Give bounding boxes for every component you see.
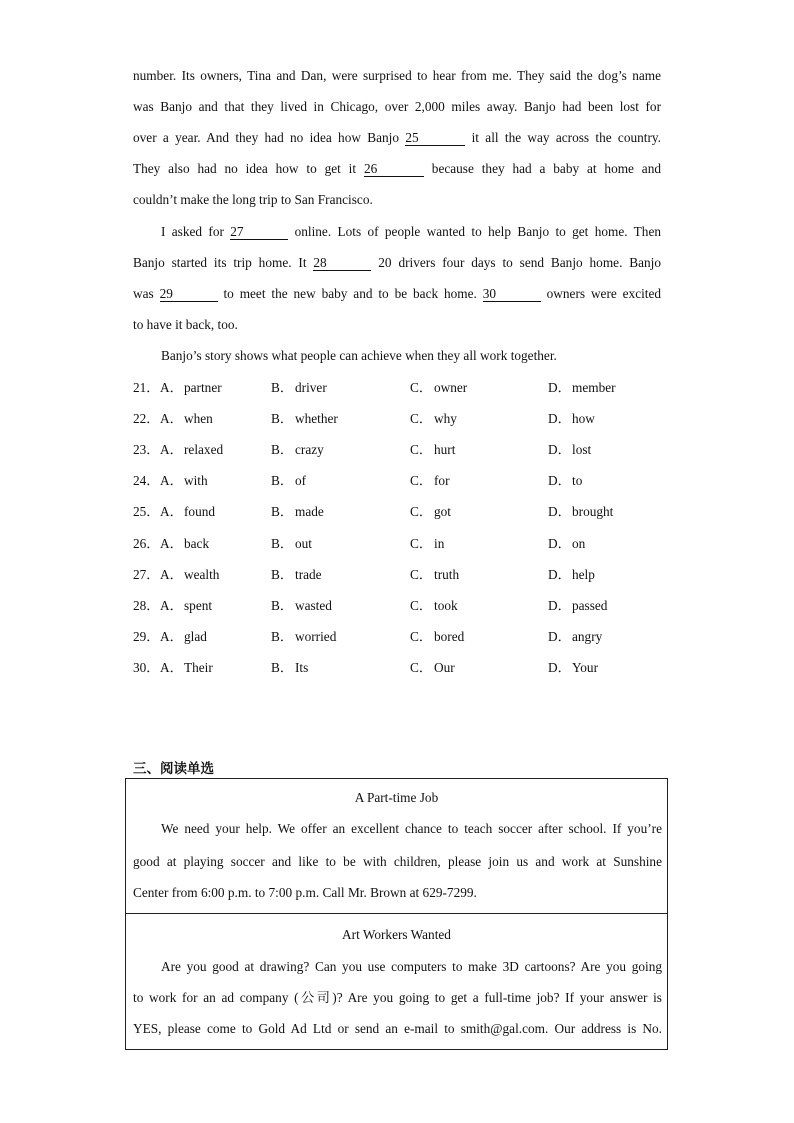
option-d[interactable]: [548, 596, 607, 616]
option-letter: C．: [410, 566, 433, 582]
section-title: 三、阅读单选: [133, 761, 214, 777]
question-number: 26．: [133, 535, 160, 551]
option-d[interactable]: [548, 409, 595, 429]
option-c[interactable]: [410, 440, 455, 460]
option-text: wealth: [184, 566, 220, 582]
passage-line: [133, 284, 661, 304]
option-text: with: [184, 473, 208, 489]
question-number: 28．: [133, 597, 160, 613]
option-letter: B．: [271, 442, 294, 458]
option-letter: D．: [548, 380, 571, 395]
passage-text: because they had a baby at home and: [431, 161, 662, 176]
question-number: 27．: [133, 566, 160, 582]
option-text: lost: [572, 442, 592, 458]
option-text: driver: [295, 380, 327, 395]
option-letter: C．: [410, 380, 433, 395]
ad-line: We need your help. We offer an excellent chance to teach soccer after school. If you’re: [161, 821, 662, 836]
option-a[interactable]: [160, 627, 207, 647]
option-a[interactable]: [160, 471, 208, 491]
option-c[interactable]: [410, 471, 450, 491]
option-letter: A．: [160, 473, 183, 489]
option-text: crazy: [295, 442, 324, 458]
option-b[interactable]: [271, 565, 322, 585]
option-text: truth: [434, 566, 460, 582]
option-text: to: [572, 473, 583, 489]
option-c[interactable]: [410, 378, 467, 398]
option-d[interactable]: [548, 502, 613, 522]
option-letter: D．: [548, 411, 571, 427]
option-text: Its: [295, 659, 309, 675]
option-b[interactable]: [271, 471, 306, 491]
option-letter: D．: [548, 473, 571, 489]
passage-text: was: [133, 286, 154, 301]
option-a[interactable]: [160, 658, 213, 678]
passage-line: [133, 159, 661, 179]
option-letter: D．: [548, 504, 571, 520]
option-c[interactable]: [410, 565, 459, 585]
option-text: bored: [434, 628, 465, 644]
option-a[interactable]: [160, 440, 223, 460]
passage-line: [161, 222, 661, 242]
question-row: [133, 471, 663, 491]
question-row: [133, 658, 663, 678]
question-row: [133, 440, 663, 460]
option-b[interactable]: [271, 596, 332, 616]
question-number: 29．: [133, 628, 160, 644]
option-letter: A．: [160, 659, 183, 675]
passage-text: it all the way across the country.: [471, 130, 662, 145]
blank-30: 30: [483, 286, 541, 302]
option-text: how: [572, 411, 595, 427]
option-letter: D．: [548, 442, 571, 458]
option-a[interactable]: [160, 596, 212, 616]
option-letter: A．: [160, 442, 183, 458]
passage-line: number. Its owners, Tina and Dan, were surprised to hear from me. They said the dog’s name: [133, 68, 661, 83]
blank-29: 29: [160, 286, 218, 302]
option-letter: C．: [410, 659, 433, 675]
question-number: 25．: [133, 504, 160, 520]
option-text: Our: [434, 659, 455, 675]
option-d[interactable]: [548, 378, 616, 398]
option-d[interactable]: [548, 471, 582, 491]
blank-28: 28: [313, 255, 371, 271]
option-letter: B．: [271, 566, 294, 582]
option-d[interactable]: [548, 627, 602, 647]
option-letter: C．: [410, 535, 433, 551]
blank-27: 27: [230, 224, 288, 240]
passage-text: online. Lots of people wanted to help Banjo to get home. Then: [294, 224, 662, 239]
option-letter: A．: [160, 535, 183, 551]
option-b[interactable]: [271, 627, 336, 647]
option-text: partner: [184, 380, 222, 395]
option-b[interactable]: [271, 440, 324, 460]
option-text: Your: [572, 659, 598, 675]
passage-text: 20 drivers four days to send Banjo home. Banjo: [378, 255, 662, 270]
option-letter: D．: [548, 535, 571, 551]
option-letter: D．: [548, 659, 571, 675]
option-text: whether: [295, 411, 338, 427]
option-letter: C．: [410, 504, 433, 520]
option-d[interactable]: [548, 534, 585, 554]
option-text: help: [572, 566, 595, 582]
option-text: out: [295, 535, 312, 551]
option-text: Their: [184, 659, 213, 675]
passage-text: I asked for: [161, 224, 224, 239]
option-text: passed: [572, 597, 608, 613]
passage-text: over a year. And they had no idea how Banjo: [133, 130, 400, 145]
option-letter: C．: [410, 411, 433, 427]
option-letter: B．: [271, 411, 294, 427]
ad-title: A Part-time Job: [354, 790, 439, 805]
option-letter: A．: [160, 504, 183, 520]
option-text: made: [295, 504, 324, 520]
blank-25: 25: [405, 130, 465, 146]
option-letter: C．: [410, 597, 433, 613]
option-text: relaxed: [184, 442, 224, 458]
question-row: [133, 627, 663, 647]
passage-text: They also had no idea how to get it: [133, 161, 357, 176]
question-row: [133, 534, 663, 554]
question-number: 30．: [133, 659, 160, 675]
passage-text: Banjo started its trip home. It: [133, 255, 307, 270]
option-text: wasted: [295, 597, 332, 613]
option-letter: B．: [271, 504, 294, 520]
blank-26: 26: [364, 161, 424, 177]
ad-title: Art Workers Wanted: [342, 927, 451, 942]
option-letter: D．: [548, 628, 571, 644]
option-text: back: [184, 535, 210, 551]
passage-line: to have it back, too.: [133, 317, 238, 332]
option-b[interactable]: [271, 378, 327, 398]
option-text: angry: [572, 628, 603, 644]
ad-art-workers: [125, 913, 668, 1050]
option-a[interactable]: [160, 502, 215, 522]
option-letter: B．: [271, 597, 294, 613]
option-c[interactable]: [410, 596, 458, 616]
ad-line: Are you good at drawing? Can you use computers to make 3D cartoons? Are you going: [161, 959, 662, 974]
option-c[interactable]: [410, 502, 451, 522]
question-number: 22．: [133, 411, 160, 427]
option-letter: A．: [160, 597, 183, 613]
option-b[interactable]: [271, 409, 338, 429]
passage-line: [133, 253, 661, 273]
question-number: 24．: [133, 473, 160, 489]
option-a[interactable]: [160, 378, 222, 398]
option-letter: B．: [271, 535, 294, 551]
option-d[interactable]: [548, 565, 595, 585]
passage-line: couldn’t make the long trip to San Francisco.: [133, 192, 373, 207]
option-text: when: [184, 411, 213, 427]
question-row: [133, 565, 663, 585]
question-number: 21．: [133, 380, 160, 395]
ad-line: good at playing soccer and like to be with children, please join us and work at Sunshine: [133, 854, 662, 869]
option-text: hurt: [434, 442, 456, 458]
passage-text: to meet the new baby and to be back home.: [223, 286, 477, 301]
option-d[interactable]: [548, 658, 598, 678]
option-letter: A．: [160, 628, 183, 644]
option-letter: A．: [160, 380, 183, 395]
option-c[interactable]: [410, 534, 444, 554]
option-b[interactable]: [271, 658, 308, 678]
option-letter: B．: [271, 380, 294, 395]
passage-text: owners were excited: [546, 286, 662, 301]
option-letter: D．: [548, 566, 571, 582]
passage-line: [133, 128, 661, 148]
option-text: spent: [184, 597, 213, 613]
option-text: on: [572, 535, 586, 551]
question-row: [133, 502, 663, 522]
option-letter: C．: [410, 442, 433, 458]
question-row: [133, 596, 663, 616]
option-text: glad: [184, 628, 207, 644]
option-text: took: [434, 597, 458, 613]
question-number: 23．: [133, 442, 160, 458]
ad-line: YES, please come to Gold Ad Ltd or send an e-mail to smith@gal.com. Our address is No.: [133, 1021, 662, 1036]
option-a[interactable]: [160, 534, 209, 554]
option-c[interactable]: [410, 658, 455, 678]
option-letter: D．: [548, 597, 571, 613]
option-d[interactable]: [548, 440, 591, 460]
option-text: owner: [434, 380, 468, 395]
ad-line: Center from 6:00 p.m. to 7:00 p.m. Call Mr. Brown at 629-7299.: [133, 885, 477, 900]
question-row: [133, 378, 663, 398]
option-text: trade: [295, 566, 322, 582]
option-text: got: [434, 504, 451, 520]
option-letter: B．: [271, 659, 294, 675]
option-c[interactable]: [410, 409, 457, 429]
option-b[interactable]: [271, 502, 324, 522]
option-c[interactable]: [410, 627, 464, 647]
option-text: member: [572, 380, 616, 395]
option-text: in: [434, 535, 445, 551]
option-text: for: [434, 473, 450, 489]
option-letter: C．: [410, 628, 433, 644]
ad-line: to work for an ad company (公司)? Are you going to get a full-time job? If your answer is: [133, 990, 662, 1005]
option-text: brought: [572, 504, 614, 520]
question-row: [133, 409, 663, 429]
option-text: worried: [295, 628, 337, 644]
option-b[interactable]: [271, 534, 312, 554]
option-letter: B．: [271, 473, 294, 489]
option-a[interactable]: [160, 409, 213, 429]
option-text: of: [295, 473, 307, 489]
option-text: found: [184, 504, 216, 520]
ad-part-time-job: [125, 778, 668, 914]
passage-line: was Banjo and that they lived in Chicago, over 2,000 miles away. Banjo had been lost for: [133, 99, 661, 114]
option-letter: B．: [271, 628, 294, 644]
option-letter: A．: [160, 411, 183, 427]
option-letter: C．: [410, 473, 433, 489]
option-letter: A．: [160, 566, 183, 582]
option-text: why: [434, 411, 457, 427]
option-a[interactable]: [160, 565, 219, 585]
passage-line: Banjo’s story shows what people can achieve when they all work together.: [161, 348, 557, 363]
